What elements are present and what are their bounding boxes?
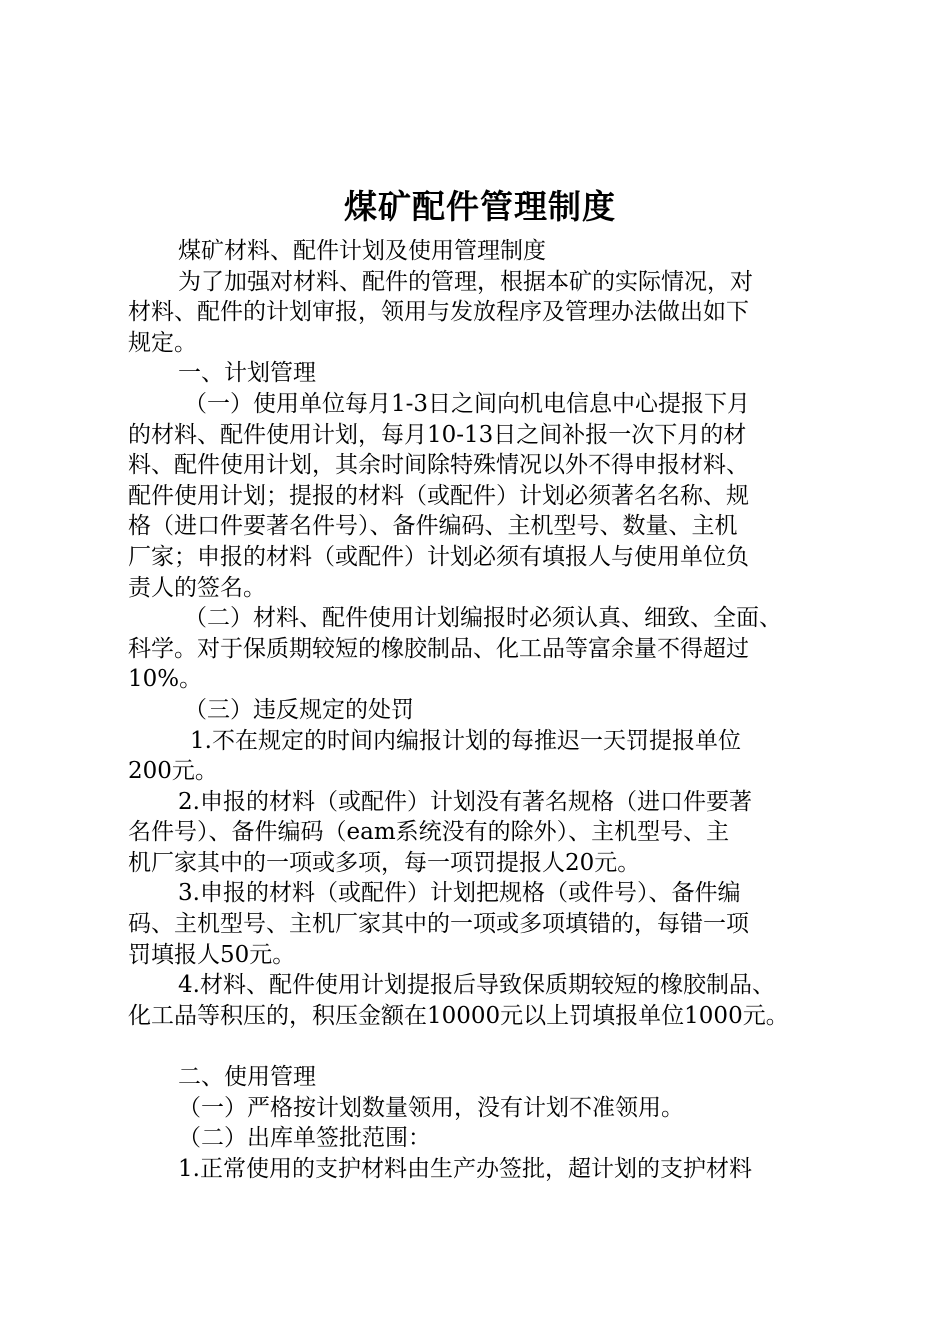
rule-2-line-3: 机厂家其中的一项或多项，每一项罚提报人20元。 xyxy=(128,849,641,876)
subtitle: 煤矿材料、配件计划及使用管理制度 xyxy=(178,238,546,264)
s1-p1-line-1: （一）使用单位每月1-3日之间向机电信息中心提报下月 xyxy=(184,390,751,417)
rule-1-line-1: 1.不在规定的时间内编报计划的每推迟一天罚提报单位 xyxy=(190,727,741,754)
s2-p1: （一）严格按计划数量领用，没有计划不准领用。 xyxy=(178,1094,684,1121)
s1-p1-line-6: 厂家；申报的材料（或配件）计划必须有填报人与使用单位负 xyxy=(128,543,749,570)
rule-3-line-1: 3.申报的材料（或配件）计划把规格（或件号）、备件编 xyxy=(178,880,741,907)
rule-2-line-1: 2.申报的材料（或配件）计划没有著名规格（进口件要著 xyxy=(178,788,752,815)
rule-3-line-3: 罚填报人50元。 xyxy=(128,941,296,968)
s2-rule-1: 1.正常使用的支护材料由生产办签批，超计划的支护材料 xyxy=(178,1155,752,1182)
intro-line-3: 规定。 xyxy=(128,329,197,356)
rule-1-line-2: 200元。 xyxy=(128,758,218,785)
paragraph-gap xyxy=(128,1031,838,1062)
s1-p2-line-1: （二）材料、配件使用计划编报时必须认真、细致、全面、 xyxy=(184,605,782,632)
section-2-heading: 二、使用管理 xyxy=(178,1064,316,1091)
rule-3-line-2: 码、主机型号、主机厂家其中的一项或多项填错的，每错一项 xyxy=(128,911,749,938)
s1-p1-line-5: 格（进口件要著名件号）、备件编码、主机型号、数量、主机 xyxy=(128,513,738,540)
rule-4-line-1: 4.材料、配件使用计划提报后导致保质期较短的橡胶制品、 xyxy=(178,972,775,999)
rule-4-line-2: 化工品等积压的，积压金额在10000元以上罚填报单位1000元。 xyxy=(128,1002,789,1029)
s1-p2-line-2: 科学。对于保质期较短的橡胶制品、化工品等富余量不得超过 xyxy=(128,635,749,662)
document-title: 煤矿配件管理制度 xyxy=(344,187,616,226)
intro-line-2: 材料、配件的计划审报，领用与发放程序及管理办法做出如下 xyxy=(128,299,749,326)
document-body xyxy=(128,236,838,1184)
intro-line-1: 为了加强对材料、配件的管理，根据本矿的实际情况，对 xyxy=(178,268,753,295)
s1-p2-line-3: 10%。 xyxy=(128,666,203,693)
section-1-heading: 一、计划管理 xyxy=(178,360,316,387)
s1-p1-line-4: 配件使用计划；提报的材料（或配件）计划必须著名名称、规 xyxy=(128,482,749,509)
rule-2-line-2: 名件号）、备件编码（eam系统没有的除外）、主机型号、主 xyxy=(128,819,730,846)
s1-p1-line-3: 料、配件使用计划，其余时间除特殊情况以外不得申报材料、 xyxy=(128,452,749,479)
s2-p2: （二）出库单签批范围： xyxy=(178,1125,431,1152)
s1-p3-heading: （三）违反规定的处罚 xyxy=(184,696,414,723)
s1-p1-line-7: 责人的签名。 xyxy=(128,574,266,601)
s1-p1-line-2: 的材料、配件使用计划，每月10-13日之间补报一次下月的材 xyxy=(128,421,747,448)
